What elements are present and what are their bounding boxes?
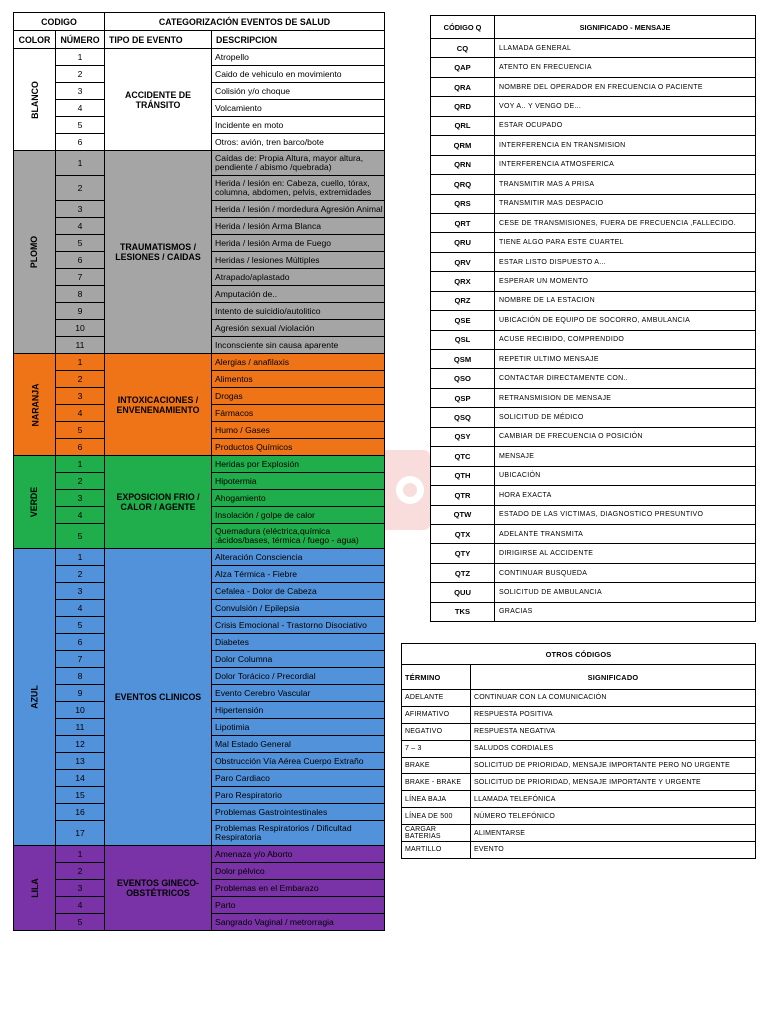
event-number: 12 <box>56 736 105 753</box>
event-number: 1 <box>56 151 105 176</box>
color-group-label: LILA <box>29 878 40 898</box>
q-code: QSL <box>431 330 495 349</box>
other-code-term: BRAKE <box>402 757 471 774</box>
event-description: Hipotermia <box>212 473 385 490</box>
event-row <box>14 151 385 176</box>
other-codes-title-row <box>402 644 756 665</box>
codigo-header: CODIGO <box>14 13 105 31</box>
q-code-meaning: ESTAR LISTO DISPUESTO A... <box>495 252 756 271</box>
q-code-meaning: ESPERAR UN MOMENTO <box>495 272 756 291</box>
event-number: 10 <box>56 702 105 719</box>
q-code-row <box>431 136 756 155</box>
descripcion-header: DESCRIPCION <box>212 31 385 49</box>
other-code-meaning: LLAMADA TELEFÓNICA <box>471 791 756 808</box>
q-code: QRX <box>431 272 495 291</box>
event-number: 9 <box>56 303 105 320</box>
q-code-meaning: UBICACIÓN DE EQUIPO DE SOCORRO, AMBULANCIA <box>495 311 756 330</box>
q-code-meaning: CONTINUAR BUSQUEDA <box>495 563 756 582</box>
q-code-row <box>431 427 756 446</box>
event-number: 3 <box>56 83 105 100</box>
event-description: Problemas Gastrointestinales <box>212 804 385 821</box>
event-number: 5 <box>56 422 105 439</box>
color-group-cell <box>14 549 56 846</box>
q-code-meaning: CONTACTAR DIRECTAMENTE CON.. <box>495 369 756 388</box>
q-code: QRL <box>431 116 495 135</box>
q-code: QRV <box>431 252 495 271</box>
q-code-meaning: UBICACIÓN <box>495 466 756 485</box>
q-code: QRA <box>431 77 495 96</box>
q-code-meaning: ACUSE RECIBIDO, COMPRENDIDO <box>495 330 756 349</box>
event-description: Humo / Gases <box>212 422 385 439</box>
q-code: QRU <box>431 233 495 252</box>
event-row <box>14 456 385 473</box>
q-code: QRD <box>431 97 495 116</box>
event-number: 9 <box>56 685 105 702</box>
event-number: 10 <box>56 320 105 337</box>
other-code-meaning: RESPUESTA NEGATIVA <box>471 723 756 740</box>
event-description: Herida / lesión / mordedura Agresión Animal <box>212 201 385 218</box>
event-row <box>14 49 385 66</box>
q-code-meaning: NOMBRE DEL OPERADOR EN FRECUENCIA O PACIENTE <box>495 77 756 96</box>
q-code: TKS <box>431 602 495 621</box>
event-description: Problemas Respiratorios / Dificultad Respiratoria <box>212 821 385 846</box>
event-description: Herida / lesión Arma de Fuego <box>212 235 385 252</box>
q-code-meaning: GRACIAS <box>495 602 756 621</box>
event-number: 4 <box>56 100 105 117</box>
other-code-meaning: SOLICITUD DE PRIORIDAD, MENSAJE IMPORTANTE PERO NO URGENTE <box>471 757 756 774</box>
event-description: Herida / lesión en: Cabeza, cuello, tórax, columna, abdomen, pelvis, extremidades <box>212 176 385 201</box>
event-description: Insolación / golpe de calor <box>212 507 385 524</box>
event-description: Amenaza y/o Aborto <box>212 846 385 863</box>
other-code-row <box>402 757 756 774</box>
q-code-row <box>431 194 756 213</box>
q-code: QTR <box>431 486 495 505</box>
tipo-header: TIPO DE EVENTO <box>105 31 212 49</box>
q-code: QRT <box>431 213 495 232</box>
q-code-row <box>431 155 756 174</box>
other-code-meaning: SALUDOS CORDIALES <box>471 740 756 757</box>
other-codes-title: OTROS CÓDIGOS <box>402 644 756 665</box>
q-code: QUU <box>431 583 495 602</box>
q-code: QTC <box>431 447 495 466</box>
event-description: Mal Estado General <box>212 736 385 753</box>
event-description: Atropello <box>212 49 385 66</box>
event-number: 17 <box>56 821 105 846</box>
event-number: 2 <box>56 176 105 201</box>
event-number: 4 <box>56 600 105 617</box>
event-description: Crisis Emocional - Trastorno Disociativo <box>212 617 385 634</box>
event-number: 6 <box>56 252 105 269</box>
other-code-term: AFIRMATIVO <box>402 706 471 723</box>
event-number: 13 <box>56 753 105 770</box>
event-number: 14 <box>56 770 105 787</box>
q-code: QAP <box>431 58 495 77</box>
event-table-header-row-1 <box>14 13 385 31</box>
event-number: 6 <box>56 634 105 651</box>
color-header: COLOR <box>14 31 56 49</box>
q-code-row <box>431 291 756 310</box>
color-group-label: BLANCO <box>29 80 40 119</box>
event-description: Sangrado Vaginal / metrorragia <box>212 914 385 931</box>
other-code-row <box>402 690 756 707</box>
event-number: 3 <box>56 880 105 897</box>
other-code-meaning: CONTINUAR CON LA COMUNICACIÓN <box>471 690 756 707</box>
other-code-row <box>402 808 756 825</box>
event-number: 3 <box>56 201 105 218</box>
event-row <box>14 549 385 566</box>
q-code-row <box>431 311 756 330</box>
q-code-meaning: TRANSMITIR MAS DESPACIO <box>495 194 756 213</box>
event-description: Alteración Consciencia <box>212 549 385 566</box>
event-description: Cefalea - Dolor de Cabeza <box>212 583 385 600</box>
event-description: Agresión sexual /violación <box>212 320 385 337</box>
q-code: CQ <box>431 39 495 58</box>
event-number: 6 <box>56 134 105 151</box>
q-code-row <box>431 350 756 369</box>
other-code-meaning: EVENTO <box>471 842 756 859</box>
event-type: EVENTOS CLINICOS <box>105 549 212 846</box>
q-code-meaning: ESTAR OCUPADO <box>495 116 756 135</box>
event-description: Colisión y/o choque <box>212 83 385 100</box>
event-row <box>14 846 385 863</box>
event-description: Quemadura (eléctrica,química :ácidos/bases, térmica / fuego - agua) <box>212 524 385 549</box>
event-row <box>14 354 385 371</box>
event-number: 4 <box>56 507 105 524</box>
event-description: Diabetes <box>212 634 385 651</box>
q-code-row <box>431 233 756 252</box>
event-description: Evento Cerebro Vascular <box>212 685 385 702</box>
event-description: Dolor Columna <box>212 651 385 668</box>
other-codes-header-row <box>402 665 756 690</box>
q-code-meaning: MENSAJE <box>495 447 756 466</box>
q-code: QRS <box>431 194 495 213</box>
other-code-meaning: ALIMENTARSE <box>471 825 756 842</box>
event-number: 1 <box>56 846 105 863</box>
event-number: 1 <box>56 456 105 473</box>
event-number: 15 <box>56 787 105 804</box>
event-description: Drogas <box>212 388 385 405</box>
q-code-row <box>431 39 756 58</box>
other-code-term: LÍNEA BAJA <box>402 791 471 808</box>
q-code-row <box>431 524 756 543</box>
q-code-meaning: SOLICITUD DE MÉDICO <box>495 408 756 427</box>
q-code-meaning: RETRANSMISION DE MENSAJE <box>495 388 756 407</box>
event-number: 3 <box>56 388 105 405</box>
color-group-label: NARANJA <box>30 382 41 427</box>
q-code-row <box>431 272 756 291</box>
color-group-label: PLOMO <box>29 235 40 269</box>
q-code-row <box>431 408 756 427</box>
event-type: ACCIDENTE DE TRÁNSITO <box>105 49 212 151</box>
event-description: Obstrucción Vía Aérea Cuerpo Extraño <box>212 753 385 770</box>
other-code-term: NEGATIVO <box>402 723 471 740</box>
event-description: Dolor Torácico / Precordial <box>212 668 385 685</box>
event-number: 5 <box>56 235 105 252</box>
event-description: Alergias / anafilaxis <box>212 354 385 371</box>
other-codes-table <box>401 643 756 859</box>
other-code-row <box>402 774 756 791</box>
event-description: Caídas de: Propia Altura, mayor altura, pendiente / abismo /quebrada) <box>212 151 385 176</box>
event-number: 3 <box>56 583 105 600</box>
q-code-meaning: REPETIR ULTIMO MENSAJE <box>495 350 756 369</box>
q-code-meaning: INTERFERENCIA ATMOSFERICA <box>495 155 756 174</box>
event-type: EVENTOS GINECO-OBSTÉTRICOS <box>105 846 212 931</box>
q-code: QSO <box>431 369 495 388</box>
other-code-row <box>402 723 756 740</box>
q-code-row <box>431 213 756 232</box>
event-description: Atrapado/aplastado <box>212 269 385 286</box>
event-description: Caido de vehiculo en movimiento <box>212 66 385 83</box>
q-code-row <box>431 505 756 524</box>
q-code-meaning: SOLICITUD DE AMBULANCIA <box>495 583 756 602</box>
q-code: QRQ <box>431 175 495 194</box>
q-code: QSE <box>431 311 495 330</box>
q-code-row <box>431 602 756 621</box>
numero-header: NÚMERO <box>56 31 105 49</box>
q-code-row <box>431 544 756 563</box>
event-number: 2 <box>56 473 105 490</box>
q-code-row <box>431 369 756 388</box>
other-code-term: 7 – 3 <box>402 740 471 757</box>
q-code-row <box>431 388 756 407</box>
q-code: QTW <box>431 505 495 524</box>
event-description: Ahogamiento <box>212 490 385 507</box>
other-code-meaning: RESPUESTA POSITIVA <box>471 706 756 723</box>
event-categorization-table <box>13 12 385 931</box>
q-code-row <box>431 97 756 116</box>
event-number: 8 <box>56 668 105 685</box>
q-code-meaning: ADELANTE TRANSMITA <box>495 524 756 543</box>
other-code-row <box>402 791 756 808</box>
event-number: 1 <box>56 354 105 371</box>
event-description: Heridas / lesiones Múltiples <box>212 252 385 269</box>
other-code-row <box>402 842 756 859</box>
q-code: QRZ <box>431 291 495 310</box>
event-description: Parto <box>212 897 385 914</box>
term-header: TÉRMINO <box>402 665 471 690</box>
other-code-row <box>402 825 756 842</box>
event-description: Alza Térmica - Fiebre <box>212 566 385 583</box>
event-description: Herida / lesión Arma Blanca <box>212 218 385 235</box>
q-codes-header-row <box>431 16 756 39</box>
event-description: Fármacos <box>212 405 385 422</box>
color-group-cell <box>14 456 56 549</box>
event-type: INTOXICACIONES / ENVENENAMIENTO <box>105 354 212 456</box>
event-number: 3 <box>56 490 105 507</box>
color-group-cell <box>14 151 56 354</box>
event-description: Inconsciente sin causa aparente <box>212 337 385 354</box>
event-number: 4 <box>56 218 105 235</box>
event-description: Lipotimia <box>212 719 385 736</box>
q-code-row <box>431 563 756 582</box>
event-description: Paro Cardiaco <box>212 770 385 787</box>
event-number: 5 <box>56 117 105 134</box>
event-description: Amputación de.. <box>212 286 385 303</box>
table-title: CATEGORIZACIÓN EVENTOS DE SALUD <box>105 13 385 31</box>
q-code: QRM <box>431 136 495 155</box>
q-code: QSM <box>431 350 495 369</box>
color-group-cell <box>14 49 56 151</box>
color-group-cell <box>14 354 56 456</box>
q-code-row <box>431 116 756 135</box>
color-group-cell <box>14 846 56 931</box>
event-number: 5 <box>56 914 105 931</box>
q-code: QTX <box>431 524 495 543</box>
q-code-row <box>431 58 756 77</box>
event-number: 1 <box>56 49 105 66</box>
event-number: 1 <box>56 549 105 566</box>
other-code-term: MARTILLO <box>402 842 471 859</box>
q-code: QTZ <box>431 563 495 582</box>
event-number: 11 <box>56 337 105 354</box>
event-number: 6 <box>56 439 105 456</box>
event-description: Incidente en moto <box>212 117 385 134</box>
other-code-term: LÍNEA DE 500 <box>402 808 471 825</box>
q-code-meaning: INTERFERENCIA EN TRANSMISION <box>495 136 756 155</box>
event-number: 5 <box>56 524 105 549</box>
other-code-meaning: NÚMERO TELEFÓNICO <box>471 808 756 825</box>
other-code-row <box>402 740 756 757</box>
event-type: TRAUMATISMOS / LESIONES / CAIDAS <box>105 151 212 354</box>
event-number: 2 <box>56 863 105 880</box>
event-number: 7 <box>56 651 105 668</box>
other-code-meaning: SOLICITUD DE PRIORIDAD, MENSAJE IMPORTANTE Y URGENTE <box>471 774 756 791</box>
event-number: 2 <box>56 371 105 388</box>
q-code: QSQ <box>431 408 495 427</box>
q-code-meaning: TRANSMITIR MAS A PRISA <box>495 175 756 194</box>
event-description: Hipertensión <box>212 702 385 719</box>
watermark-logo <box>380 450 430 530</box>
q-code-meaning: CAMBIAR DE FRECUENCIA O POSICIÓN <box>495 427 756 446</box>
color-group-label: AZUL <box>29 685 40 709</box>
q-code-row <box>431 486 756 505</box>
event-description: Productos Químicos <box>212 439 385 456</box>
q-code-meaning: NOMBRE DE LA ESTACION <box>495 291 756 310</box>
event-number: 16 <box>56 804 105 821</box>
event-number: 2 <box>56 66 105 83</box>
q-code: QSP <box>431 388 495 407</box>
q-code: QSY <box>431 427 495 446</box>
event-description: Volcamiento <box>212 100 385 117</box>
event-number: 4 <box>56 897 105 914</box>
q-code-row <box>431 447 756 466</box>
event-description: Alimentos <box>212 371 385 388</box>
event-description: Otros: avión, tren barco/bote <box>212 134 385 151</box>
event-description: Heridas por Explosión <box>212 456 385 473</box>
meaning-header: SIGNIFICADO <box>471 665 756 690</box>
other-code-row <box>402 706 756 723</box>
q-code-meaning: DIRIGIRSE AL ACCIDENTE <box>495 544 756 563</box>
q-codes-table <box>430 15 756 622</box>
q-meaning-header: SIGNIFICADO - MENSAJE <box>495 16 756 39</box>
q-code: QTH <box>431 466 495 485</box>
event-number: 4 <box>56 405 105 422</box>
other-code-term: ADELANTE <box>402 690 471 707</box>
event-number: 8 <box>56 286 105 303</box>
q-code-row <box>431 583 756 602</box>
event-number: 11 <box>56 719 105 736</box>
other-code-term: CARGAR BATERIAS <box>402 825 471 842</box>
q-code-meaning: ATENTO EN FRECUENCIA <box>495 58 756 77</box>
q-code-header: CÓDIGO Q <box>431 16 495 39</box>
event-number: 2 <box>56 566 105 583</box>
event-table-header-row-2 <box>14 31 385 49</box>
q-code-row <box>431 175 756 194</box>
color-group-label: VERDE <box>29 486 40 518</box>
q-code-row <box>431 466 756 485</box>
q-code-meaning: TIENE ALGO PARA ESTE CUARTEL <box>495 233 756 252</box>
event-description: Problemas en el Embarazo <box>212 880 385 897</box>
event-description: Intento de suicidio/autolitico <box>212 303 385 320</box>
event-number: 7 <box>56 269 105 286</box>
q-code-row <box>431 252 756 271</box>
q-code-meaning: CESE DE TRANSMISIONES, FUERA DE FRECUENCIA ,FALLECIDO. <box>495 213 756 232</box>
event-description: Dolor pélvico <box>212 863 385 880</box>
q-code-row <box>431 77 756 96</box>
q-code-meaning: HORA EXACTA <box>495 486 756 505</box>
event-description: Paro Respiratorio <box>212 787 385 804</box>
q-code-meaning: LLAMADA GENERAL <box>495 39 756 58</box>
event-type: EXPOSICION FRIO / CALOR / AGENTE <box>105 456 212 549</box>
q-code: QTY <box>431 544 495 563</box>
event-number: 5 <box>56 617 105 634</box>
q-code-row <box>431 330 756 349</box>
q-code: QRN <box>431 155 495 174</box>
event-description: Convulsión / Epilepsia <box>212 600 385 617</box>
q-code-meaning: VOY A.. Y VENGO DE... <box>495 97 756 116</box>
other-code-term: BRAKE - BRAKE <box>402 774 471 791</box>
q-code-meaning: ESTADO DE LAS VICTIMAS, DIAGNOSTICO PRESUNTIVO <box>495 505 756 524</box>
